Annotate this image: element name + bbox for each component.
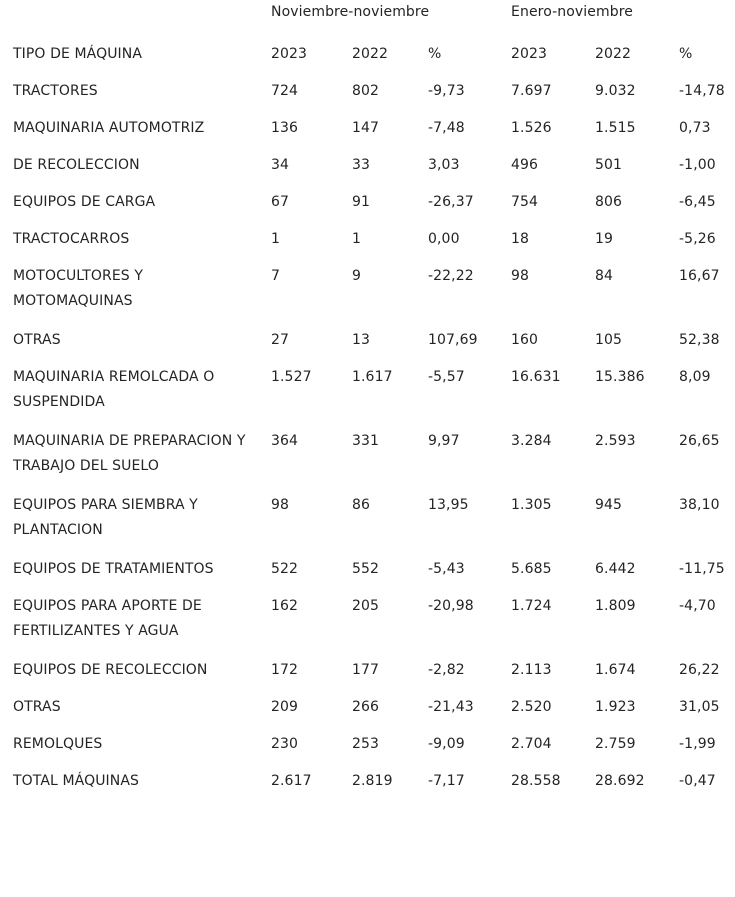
cell-p2-pct: -5,26: [679, 231, 716, 247]
table-row: [0, 110, 735, 147]
row-label: TRACTOCARROS: [13, 231, 130, 247]
cell-p1-2022: 266: [352, 699, 380, 715]
cell-p2-2022: 2.759: [595, 736, 636, 752]
group-header-period1: Noviembre-noviembre: [271, 4, 430, 20]
cell-p1-2023: 67: [271, 194, 290, 210]
cell-p2-2023: 1.724: [511, 598, 552, 614]
cell-p2-pct: -0,47: [679, 773, 716, 789]
cell-p1-2023: 230: [271, 736, 299, 752]
row-label: MAQUINARIA AUTOMOTRIZ: [13, 120, 205, 136]
cell-p1-2023: 27: [271, 332, 290, 348]
cell-p1-2023: 162: [271, 598, 299, 614]
row-label: TOTAL MÁQUINAS: [13, 773, 140, 789]
row-label: EQUIPOS PARA SIEMBRA Y PLANTACION: [13, 497, 198, 538]
cell-p1-2023: 1: [271, 231, 281, 247]
cell-p2-pct: -1,99: [679, 736, 716, 752]
table-row: [0, 221, 735, 258]
cell-p2-2022: 1.515: [595, 120, 636, 136]
cell-p1-2023: 209: [271, 699, 299, 715]
table-row: [0, 588, 735, 652]
cell-p1-2022: 331: [352, 433, 380, 449]
cell-p1-2023: 34: [271, 157, 290, 173]
cell-p1-pct: -20,98: [428, 598, 474, 614]
group-header-empty: [0, 0, 271, 36]
cell-p1-2023: 2.617: [271, 773, 312, 789]
cell-p2-2022: 945: [595, 497, 623, 513]
cell-p2-2023: 496: [511, 157, 539, 173]
row-label: EQUIPOS DE TRATAMIENTOS: [13, 561, 214, 577]
cell-p1-2023: 522: [271, 561, 299, 577]
cell-p1-2023: 7: [271, 268, 281, 284]
cell-p1-2023: 136: [271, 120, 299, 136]
cell-p2-2023: 160: [511, 332, 539, 348]
cell-p2-2022: 6.442: [595, 561, 636, 577]
cell-p2-pct: -14,78: [679, 83, 725, 99]
cell-p2-2023: 3.284: [511, 433, 552, 449]
cell-p2-2023: 28.558: [511, 773, 561, 789]
cell-p1-2022: 802: [352, 83, 380, 99]
cell-p1-2022: 1: [352, 231, 362, 247]
cell-p2-2022: 2.593: [595, 433, 636, 449]
row-label: REMOLQUES: [13, 736, 103, 752]
table-row: [0, 258, 735, 322]
cell-p1-pct: -21,43: [428, 699, 474, 715]
cell-p2-pct: 38,10: [679, 497, 720, 513]
table-row: [0, 487, 735, 551]
table-row: [0, 551, 735, 588]
cell-p2-2023: 5.685: [511, 561, 552, 577]
cell-p1-2023: 172: [271, 662, 299, 678]
row-label: EQUIPOS DE CARGA: [13, 194, 156, 210]
cell-p2-pct: -4,70: [679, 598, 716, 614]
cell-p2-2022: 501: [595, 157, 623, 173]
cell-p1-2022: 253: [352, 736, 380, 752]
cell-p1-2022: 9: [352, 268, 362, 284]
group-header-period2: Enero-noviembre: [511, 4, 634, 20]
column-header-row: [0, 36, 735, 73]
cell-p2-pct: -1,00: [679, 157, 716, 173]
table-row: [0, 73, 735, 110]
cell-p1-2022: 1.617: [352, 369, 393, 385]
cell-p2-2022: 19: [595, 231, 614, 247]
row-label: DE RECOLECCION: [13, 157, 140, 173]
cell-p2-2022: 28.692: [595, 773, 645, 789]
table-row: [0, 423, 735, 487]
row-label: MOTOCULTORES Y MOTOMAQUINAS: [13, 268, 143, 309]
row-label: MAQUINARIA REMOLCADA O SUSPENDIDA: [13, 369, 215, 410]
cell-p1-2023: 1.527: [271, 369, 312, 385]
cell-p1-2023: 724: [271, 83, 299, 99]
cell-p1-pct: -22,22: [428, 268, 474, 284]
cell-p1-pct: -5,43: [428, 561, 465, 577]
cell-p1-2022: 86: [352, 497, 371, 513]
table-row: [0, 763, 735, 800]
table-row: [0, 652, 735, 689]
cell-p2-2023: 18: [511, 231, 530, 247]
cell-p2-2023: 1.305: [511, 497, 552, 513]
cell-p2-2022: 15.386: [595, 369, 645, 385]
cell-p1-2022: 91: [352, 194, 371, 210]
cell-p1-pct: -7,48: [428, 120, 465, 136]
cell-p1-2023: 364: [271, 433, 299, 449]
cell-p2-2023: 7.697: [511, 83, 552, 99]
cell-p1-2023: 98: [271, 497, 290, 513]
cell-p1-pct: -5,57: [428, 369, 465, 385]
row-label: EQUIPOS PARA APORTE DE FERTILIZANTES Y AGUA: [13, 598, 202, 639]
cell-p2-2023: 16.631: [511, 369, 561, 385]
cell-p2-2023: 2.113: [511, 662, 552, 678]
cell-p2-pct: -11,75: [679, 561, 725, 577]
table-row: [0, 359, 735, 423]
cell-p1-pct: -9,09: [428, 736, 465, 752]
cell-p2-2022: 9.032: [595, 83, 636, 99]
cell-p2-2022: 1.674: [595, 662, 636, 678]
column-header-p2-2022: 2022: [595, 46, 632, 62]
table-row: [0, 184, 735, 221]
cell-p1-pct: 3,03: [428, 157, 460, 173]
table-row: [0, 726, 735, 763]
cell-p2-pct: -6,45: [679, 194, 716, 210]
cell-p1-2022: 205: [352, 598, 380, 614]
column-header-p1-2023: 2023: [271, 46, 308, 62]
column-header-p2-2023: 2023: [511, 46, 548, 62]
cell-p2-2023: 2.704: [511, 736, 552, 752]
cell-p2-2022: 1.923: [595, 699, 636, 715]
row-label: TRACTORES: [13, 83, 98, 99]
cell-p2-2022: 84: [595, 268, 614, 284]
cell-p2-2023: 1.526: [511, 120, 552, 136]
table-row: [0, 322, 735, 359]
cell-p1-pct: -26,37: [428, 194, 474, 210]
column-header-p1-pct: %: [428, 46, 442, 62]
cell-p2-pct: 52,38: [679, 332, 720, 348]
cell-p1-pct: 9,97: [428, 433, 460, 449]
table-row: [0, 689, 735, 726]
cell-p1-pct: -7,17: [428, 773, 465, 789]
cell-p2-2022: 105: [595, 332, 623, 348]
cell-p2-pct: 26,22: [679, 662, 720, 678]
cell-p1-2022: 13: [352, 332, 371, 348]
row-label: EQUIPOS DE RECOLECCION: [13, 662, 208, 678]
cell-p2-2022: 806: [595, 194, 623, 210]
cell-p1-2022: 147: [352, 120, 380, 136]
column-header-type: TIPO DE MÁQUINA: [13, 46, 143, 62]
table-row: [0, 147, 735, 184]
row-label: OTRAS: [13, 699, 61, 715]
cell-p1-pct: -9,73: [428, 83, 465, 99]
cell-p1-2022: 552: [352, 561, 380, 577]
cell-p1-pct: 13,95: [428, 497, 469, 513]
cell-p1-2022: 2.819: [352, 773, 393, 789]
cell-p1-pct: -2,82: [428, 662, 465, 678]
cell-p2-pct: 8,09: [679, 369, 711, 385]
row-label: MAQUINARIA DE PREPARACION Y TRABAJO DEL SUELO: [13, 433, 246, 474]
cell-p1-pct: 107,69: [428, 332, 478, 348]
cell-p1-2022: 33: [352, 157, 371, 173]
cell-p2-2022: 1.809: [595, 598, 636, 614]
cell-p2-2023: 754: [511, 194, 539, 210]
cell-p1-pct: 0,00: [428, 231, 460, 247]
cell-p2-pct: 31,05: [679, 699, 720, 715]
cell-p2-pct: 16,67: [679, 268, 720, 284]
group-header-row: [0, 0, 735, 36]
cell-p1-2022: 177: [352, 662, 380, 678]
cell-p2-2023: 2.520: [511, 699, 552, 715]
cell-p2-2023: 98: [511, 268, 530, 284]
cell-p2-pct: 26,65: [679, 433, 720, 449]
column-header-p2-pct: %: [679, 46, 693, 62]
cell-p2-pct: 0,73: [679, 120, 711, 136]
column-header-p1-2022: 2022: [352, 46, 389, 62]
row-label: OTRAS: [13, 332, 61, 348]
